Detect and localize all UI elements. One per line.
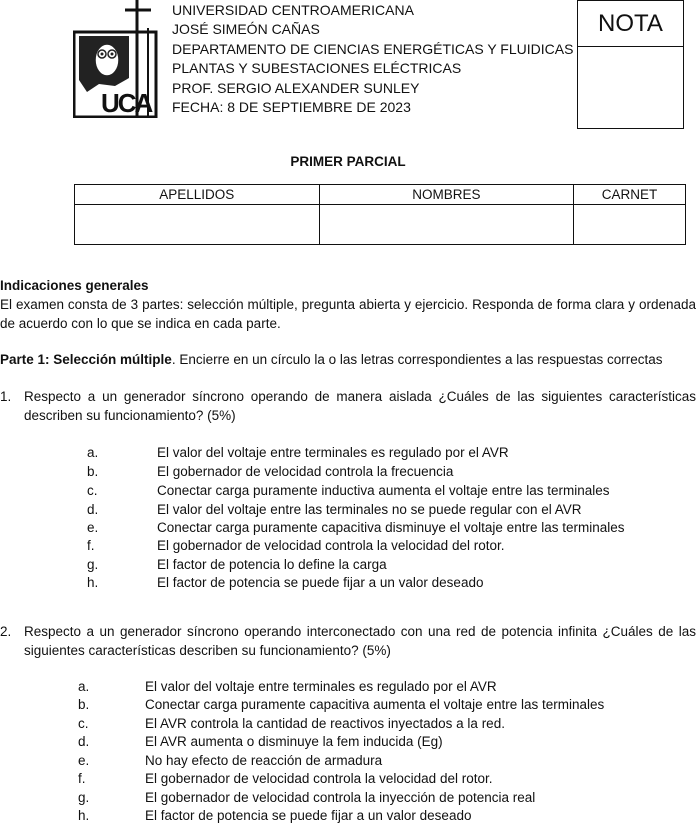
column-header-carnet: CARNET	[574, 185, 686, 205]
option-item[interactable]: d. El AVR aumenta o disminuye la fem inducida (Eg)	[78, 734, 443, 749]
carnet-field[interactable]	[574, 205, 686, 245]
instructions-line-2: de acuerdo con lo que se indica en cada parte.	[0, 316, 281, 331]
course-name: PLANTAS Y SUBESTACIONES ELÉCTRICAS	[172, 60, 462, 77]
apellidos-field[interactable]	[75, 205, 320, 245]
university-subname: JOSÉ SIMEÓN CAÑAS	[172, 21, 320, 38]
option-item[interactable]: f. El gobernador de velocidad controla la velocidad del rotor.	[87, 538, 505, 553]
option-item[interactable]: f. El gobernador de velocidad controla la velocidad del rotor.	[78, 771, 493, 786]
option-item[interactable]: e. No hay efecto de reacción de armadura	[78, 753, 383, 768]
grade-box	[577, 0, 684, 129]
grade-box-label: NOTA	[578, 1, 683, 47]
question-text-line-1: Respecto a un generador síncrono operando interconectado con una red de potencia infinita ¿Cuáles de las	[24, 624, 696, 639]
student-info-table	[74, 184, 686, 245]
question-text-line-2: describen su funcionamiento? (5%)	[24, 408, 236, 423]
instructions-heading: Indicaciones generales	[0, 278, 149, 293]
column-header-nombres: NOMBRES	[319, 185, 574, 205]
uca-logo-text: UCA	[101, 88, 152, 118]
exam-date: FECHA: 8 DE SEPTIEMBRE DE 2023	[172, 99, 411, 116]
instructions-line-1: El examen consta de 3 partes: selección múltiple, pregunta abierta y ejercicio. Responda de forma clara y ordenada	[0, 297, 696, 312]
option-item[interactable]: c. Conectar carga puramente inductiva aumenta el voltaje entre las terminales	[87, 483, 610, 498]
university-name: UNIVERSIDAD CENTROAMERICANA	[172, 2, 414, 18]
question-text-line-1: Respecto a un generador síncrono operando de manera aislada ¿Cuáles de las siguientes características	[24, 389, 696, 404]
part1-heading: Parte 1: Selección múltiple	[0, 352, 172, 367]
option-item[interactable]: b. Conectar carga puramente capacitiva aumenta el voltaje entre las terminales	[78, 697, 605, 712]
column-header-apellidos: APELLIDOS	[75, 185, 320, 205]
header-block	[172, 1, 573, 117]
option-item[interactable]: g. El factor de potencia lo define la carga	[87, 557, 387, 572]
option-item[interactable]: h. El factor de potencia se puede fijar a un valor deseado	[78, 808, 472, 823]
option-item[interactable]: b. El gobernador de velocidad controla la frecuencia	[87, 464, 454, 479]
question-2	[0, 622, 696, 660]
nombres-field[interactable]	[319, 205, 574, 245]
option-item[interactable]: g. El gobernador de velocidad controla la inyección de potencia real	[78, 790, 536, 805]
question-1	[0, 387, 696, 425]
uca-logo	[73, 0, 159, 118]
question-number: 2.	[0, 624, 12, 639]
grade-box-field[interactable]	[578, 47, 683, 127]
question-text-line-2: siguientes características describen su funcionamiento? (5%)	[24, 643, 391, 658]
professor-name: PROF. SERGIO ALEXANDER SUNLEY	[172, 79, 420, 96]
option-item[interactable]: h. El factor de potencia se puede fijar a un valor deseado	[87, 575, 484, 590]
question-number: 1.	[0, 389, 12, 404]
part1-text: . Encierre en un círculo la o las letras correspondientes a las respuestas correctas	[171, 352, 663, 367]
option-item[interactable]: a. El valor del voltaje entre terminales es regulado por el AVR	[87, 445, 509, 460]
department-name: DEPARTAMENTO DE CIENCIAS ENERGÉTICAS Y FLUIDICAS	[172, 40, 574, 57]
option-item[interactable]: c. El AVR controla la cantidad de reactivos inyectados a la red.	[78, 716, 505, 731]
option-item[interactable]: e. Conectar carga puramente capacitiva disminuye el voltaje entre las terminales	[87, 520, 625, 535]
option-item[interactable]: a. El valor del voltaje entre terminales es regulado por el AVR	[78, 679, 497, 694]
exam-title: PRIMER PARCIAL	[290, 154, 406, 169]
part1-instructions	[0, 350, 696, 369]
option-item[interactable]: d. El valor del voltaje entre las terminales no se puede regular con el AVR	[87, 502, 582, 517]
